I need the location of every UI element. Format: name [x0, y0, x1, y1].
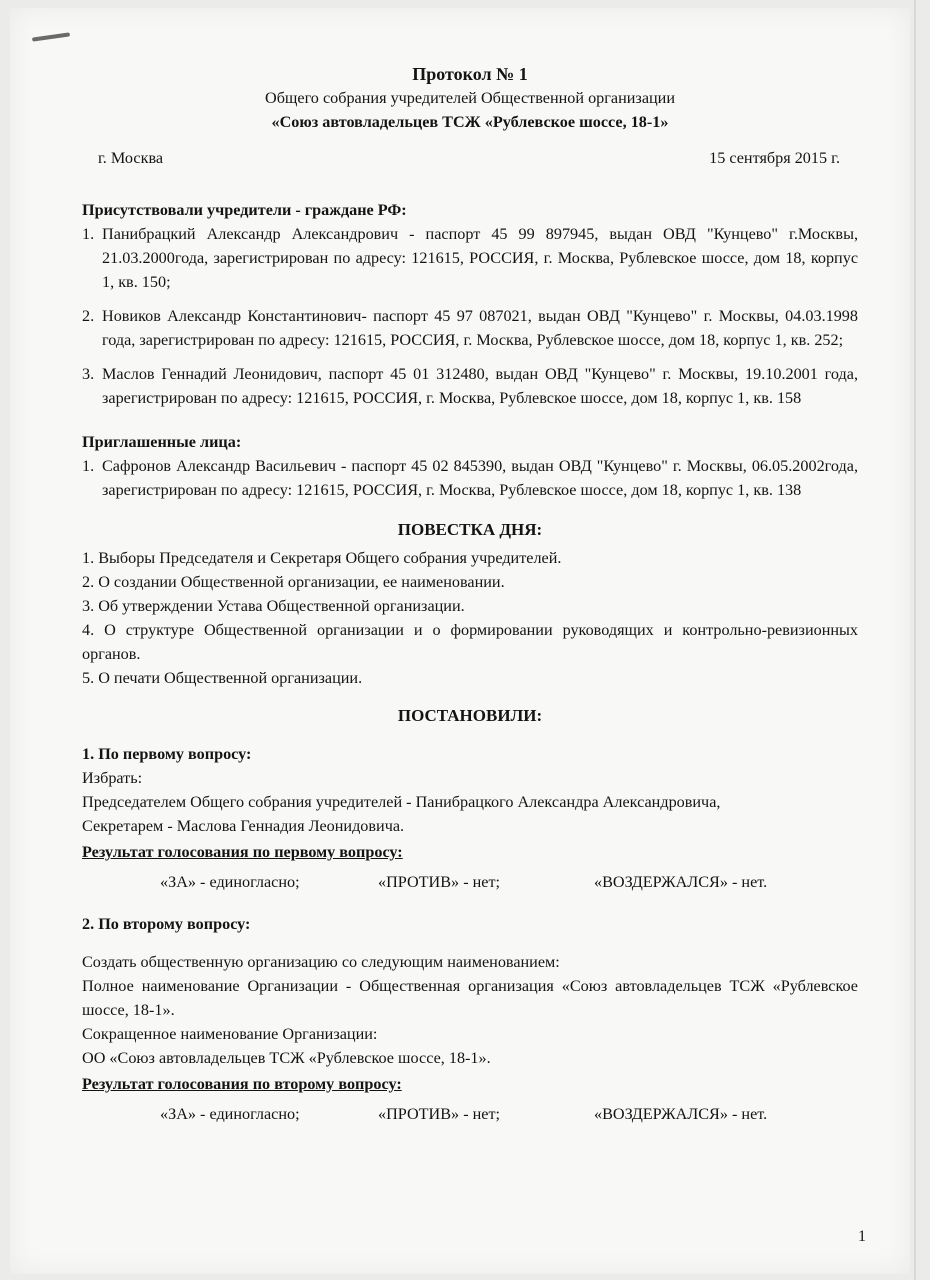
- agenda-list: [82, 546, 858, 690]
- list-item: 1. Сафронов Александр Васильевич - паспорт 45 02 845390, выдан ОВД "Кунцево" г. Москвы, 06.05.2002года, зарегистрирован по адресу: 121615, РОССИЯ, г. Москва, Рублевское шоссе, дом 18, корпус 1, кв. 138: [82, 457, 858, 499]
- document-subtitle: Общего собрания учредителей Общественной организации: [265, 89, 675, 107]
- invited-heading: Приглашенные лица:: [82, 433, 242, 451]
- vote-against: «ПРОТИВ» - нет;: [378, 873, 501, 891]
- page-number: 1: [858, 1228, 866, 1245]
- founders-heading: Присутствовали учредители - граждане РФ:: [82, 201, 407, 219]
- protocol-document: [82, 62, 858, 1126]
- question-1-result-label: Результат голосования по первому вопросу:: [82, 843, 403, 861]
- city: г. Москва: [98, 149, 164, 167]
- question-2-result-label: Результат голосования по второму вопросу:: [82, 1075, 402, 1093]
- question-1-heading: 1. По первому вопросу:: [82, 745, 252, 763]
- question-1-body: Избрать: Председателем Общего собрания учредителей - Панибрацкого Александра Александровича, Секретарем - Маслова Геннадия Леонидовича.: [82, 769, 721, 835]
- invited-list: [82, 454, 858, 502]
- agenda-heading: ПОВЕСТКА ДНЯ:: [397, 520, 543, 539]
- founders-list: [82, 222, 858, 410]
- paper-edge: [914, 0, 916, 1280]
- date: 15 сентября 2015 г.: [709, 149, 840, 167]
- agenda-item: 1. Выборы Председателя и Секретаря Общего собрания учредителей.: [82, 549, 562, 567]
- agenda-item: 3. Об утверждении Устава Общественной организации.: [82, 597, 465, 615]
- list-item: 3. Маслов Геннадий Леонидович, паспорт 45 01 312480, выдан ОВД "Кунцево" г. Москвы, 19.10.2001 года, зарегистрирован по адресу: 121615, РОССИЯ, г. Москва, Рублевское шоссе, дом 18, корпус 1, кв. 158: [82, 365, 858, 407]
- city-date-line: [82, 146, 858, 170]
- question-1-votes: [82, 870, 858, 894]
- agenda-item: 2. О создании Общественной организации, ее наименовании.: [82, 573, 505, 591]
- vote-for: «ЗА» - единогласно;: [160, 873, 300, 891]
- vote-abstain: «ВОЗДЕРЖАЛСЯ» - нет.: [594, 1105, 768, 1123]
- vote-against: «ПРОТИВ» - нет;: [378, 1105, 501, 1123]
- vote-for: «ЗА» - единогласно;: [160, 1105, 300, 1123]
- document-title: Протокол № 1: [412, 64, 528, 84]
- list-item: 1. Панибрацкий Александр Александрович - паспорт 45 99 897945, выдан ОВД "Кунцево" г.Москвы, 21.03.2000года, зарегистрирован по адресу: 121615, РОССИЯ, г. Москва, Рублевское шоссе, дом 18, корпус 1, кв. 150;: [82, 225, 858, 291]
- question-2-heading: 2. По второму вопросу:: [82, 915, 251, 933]
- list-item: 2. Новиков Александр Константинович- паспорт 45 97 087021, выдан ОВД "Кунцево" г. Москвы, 04.03.1998 года, зарегистрирован по адресу: 121615, РОССИЯ, г. Москва, Рублевское шоссе, дом 18, корпус 1, кв. 252;: [82, 307, 858, 349]
- decided-heading: ПОСТАНОВИЛИ:: [397, 706, 543, 725]
- agenda-item: 5. О печати Общественной организации.: [82, 669, 363, 687]
- question-2-body: Создать общественную организацию со следующим наименованием: Полное наименование Организации - Общественная организация «Союз автовладельцев ТСЖ «Рублевское шоссе, 18-1». Сокращенное наименование Организации: ОО «Союз автовладельцев ТСЖ «Рублевское шоссе, 18-1».: [82, 953, 858, 1067]
- organization-name: «Союз автовладельцев ТСЖ «Рублевское шоссе, 18-1»: [271, 113, 669, 131]
- vote-abstain: «ВОЗДЕРЖАЛСЯ» - нет.: [594, 873, 768, 891]
- question-2-votes: [82, 1102, 858, 1126]
- agenda-item: 4. О структуре Общественной организации и о формировании руководящих и контрольно-ревизионных органов.: [82, 621, 858, 663]
